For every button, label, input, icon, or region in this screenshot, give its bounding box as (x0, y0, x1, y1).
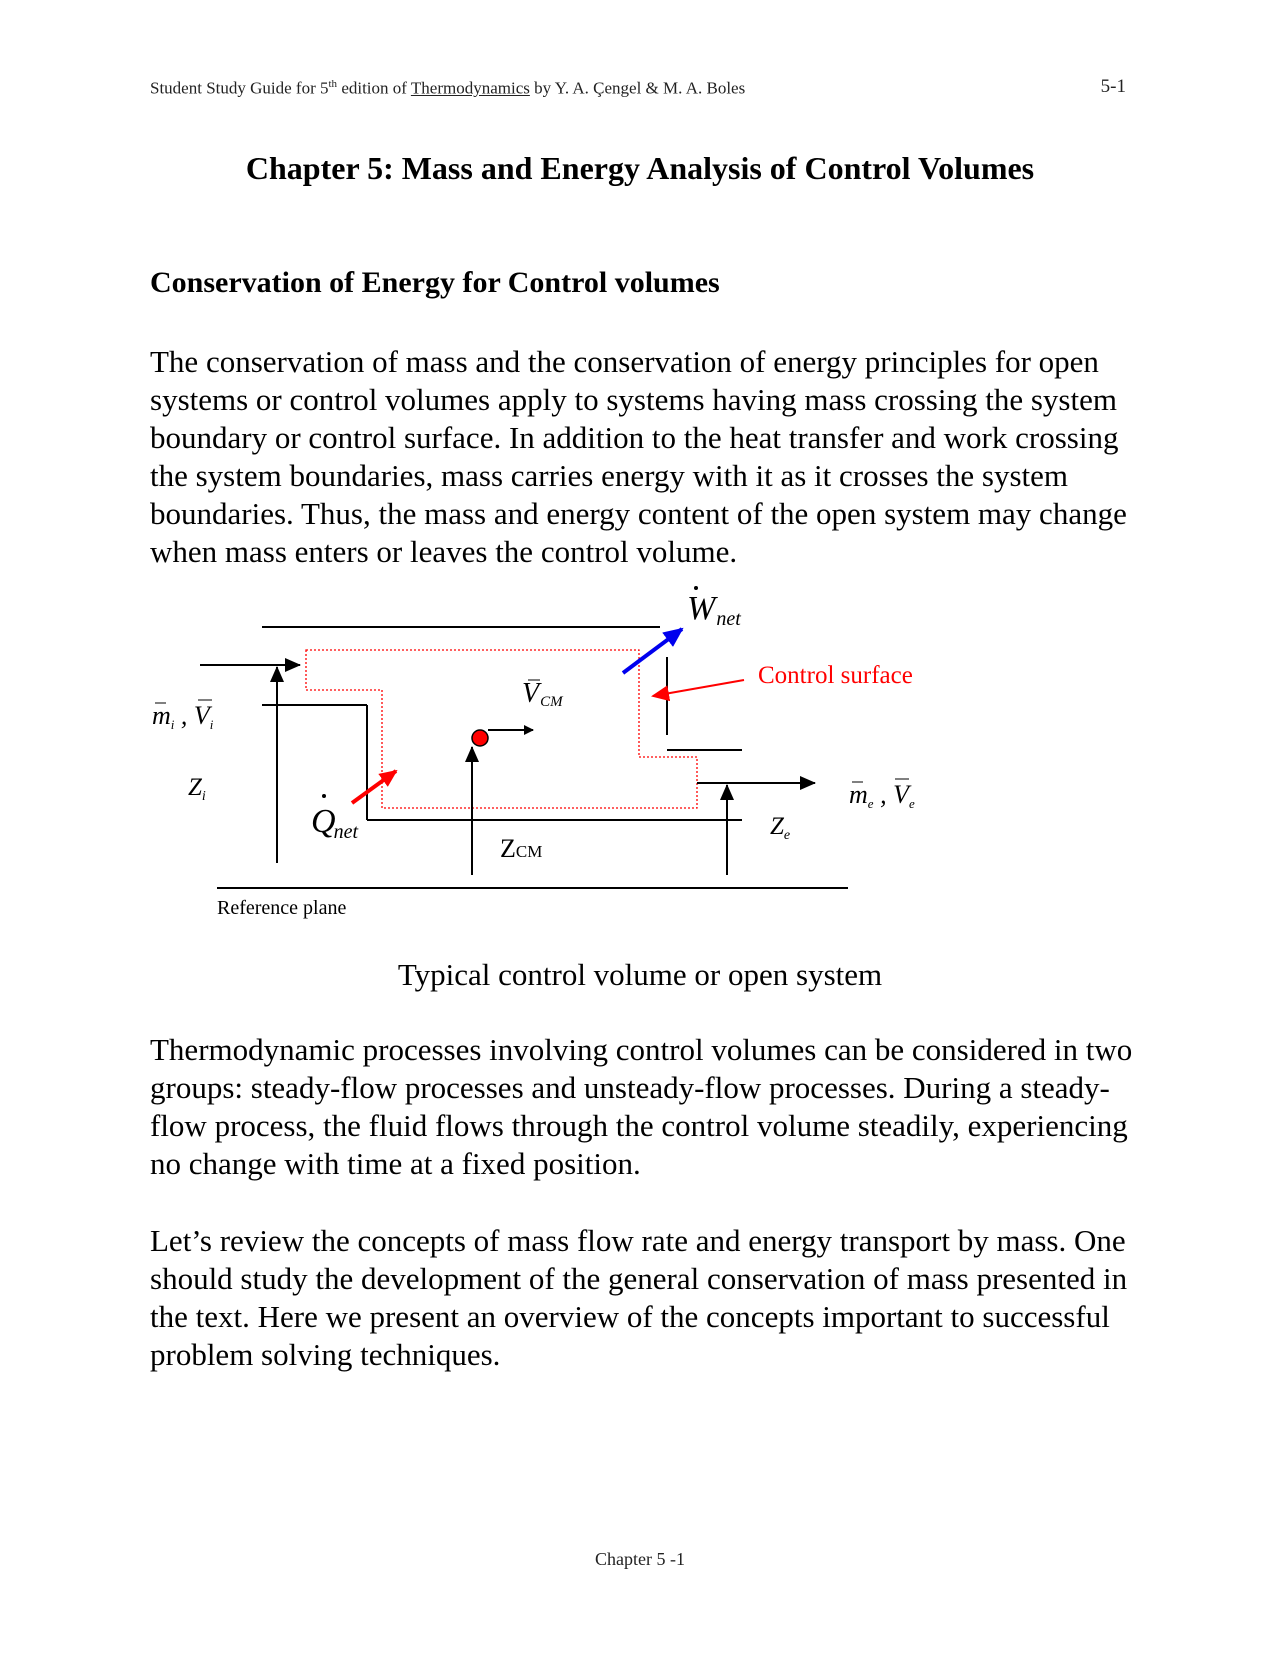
zi-label: $Z_i$ (188, 774, 206, 804)
exit-label: me , Ve (849, 780, 915, 811)
control-surface-label: Control surface (758, 662, 913, 689)
header-edition-sup: th (328, 78, 338, 90)
figure-caption: Typical control volume or open system (397, 957, 883, 992)
inlet-label: mi , Vi (152, 701, 214, 732)
header-book-title: Thermodynamics (410, 78, 530, 98)
intro-paragraph: The conservation of mass and the conservation of energy principles for open systems or control volumes apply to systems having mass crossing the system boundary or control surface. In addition to the heat transfer and work crossing the system boundaries, mass carries energy with it as it crosses the system boundaries. Thus, the mass and energy content of the open system may change when mass enters or leaves the control volume. (150, 344, 1127, 569)
heat-label: Qnet (311, 803, 358, 843)
review-paragraph: Let’s review the concepts of mass flow rate and energy transport by mass. One should study the development of the general conservation of mass presented in the text. Here we present an overview of the concepts important to successful problem solving techniques. (150, 1223, 1128, 1372)
work-arrow (623, 629, 682, 673)
work-label: Wnet (687, 590, 741, 630)
heat-dot (322, 794, 326, 798)
section-title: Conservation of Energy for Control volumes (150, 266, 720, 299)
header-guide-mid: edition of (337, 78, 411, 98)
chapter-title: Chapter 5: Mass and Energy Analysis of Control Volumes (245, 150, 1035, 186)
vcm-label: VCM (522, 678, 563, 710)
page-footer: Chapter 5 -1 (595, 1549, 685, 1569)
center-of-mass-dot (472, 730, 488, 746)
header-guide-prefix: Student Study Guide for 5 (150, 78, 329, 98)
processes-paragraph: Thermodynamic processes involving control volumes can be considered in two groups: steady-flow processes and unsteady-flow processes. During a steady-flow process, the fluid flows through the control volume steadily, experiencing no change with time at a fixed position. (150, 1032, 1133, 1181)
ze-label: $Z_e$ (770, 813, 791, 843)
page-number: 5-1 (1100, 76, 1126, 97)
running-header (150, 78, 745, 99)
work-dot (694, 586, 698, 590)
reference-plane-label: Reference plane (217, 897, 347, 919)
heat-arrow (352, 771, 396, 803)
header-authors: by Y. A. Çengel & M. A. Boles (529, 78, 746, 98)
control-volume-figure (0, 560, 1280, 940)
zcm-label: ZCM (500, 834, 543, 863)
